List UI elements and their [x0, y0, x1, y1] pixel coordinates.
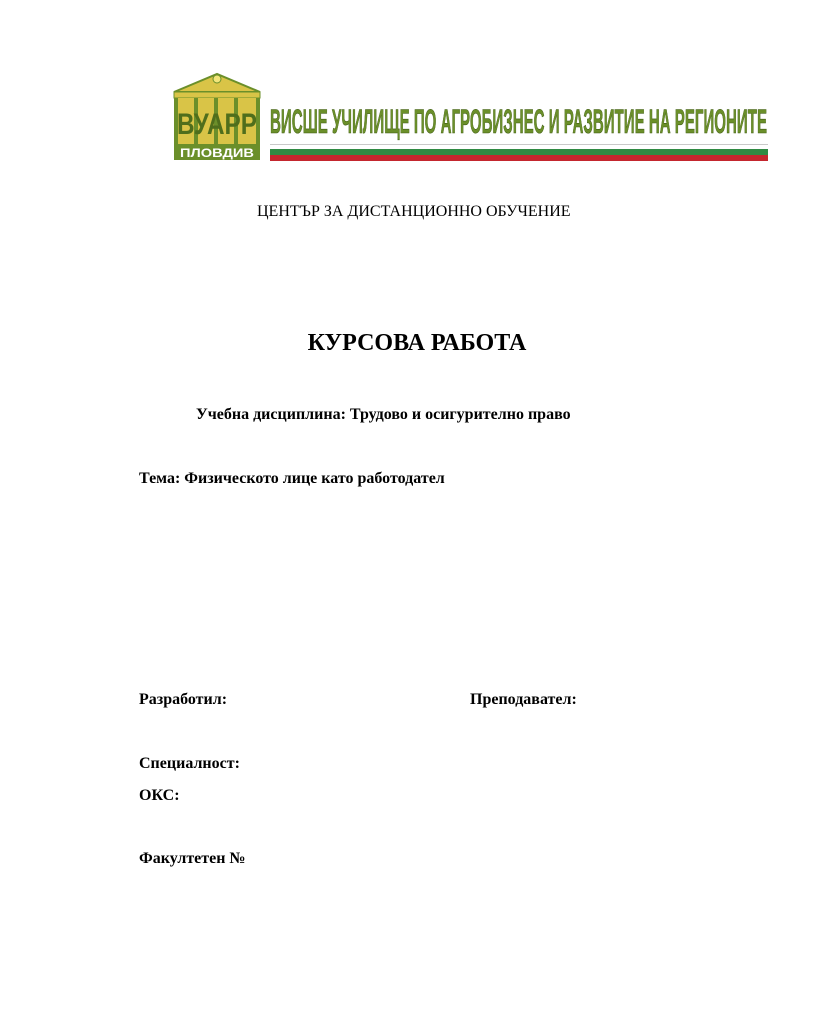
center-name: ЦЕНТЪР ЗА ДИСТАНЦИОННО ОБУЧЕНИЕ [257, 203, 571, 220]
specialty-label: Специалност: [139, 755, 240, 772]
school-name [270, 100, 770, 140]
topic-line: Тема: Физическото лице като работодател [139, 470, 445, 487]
school-logo [170, 70, 264, 164]
discipline-line: Учебна дисциплина: Трудово и осигурително право [196, 406, 571, 423]
work-title: КУРСОВА РАБОТА [307, 330, 527, 356]
teacher-label: Преподавател: [470, 691, 577, 708]
developed-by-label: Разработил: [139, 691, 228, 708]
oks-label: ОКС: [139, 787, 180, 804]
flag-stripes [270, 144, 768, 162]
logo-abbr: ВУАРР [177, 108, 257, 141]
faculty-number-label: Факултетен № [139, 850, 246, 867]
logo-city: ПЛОВДИВ [180, 146, 255, 160]
flag-red-stripe [270, 155, 768, 161]
svg-text:ВИСШЕ УЧИЛИЩЕ ПО АГРОБИЗНЕС И: ВИСШЕ УЧИЛИЩЕ ПО АГРОБИЗНЕС И РАЗВИТИЕ НА РЕГИОНИТЕ [270, 103, 767, 141]
